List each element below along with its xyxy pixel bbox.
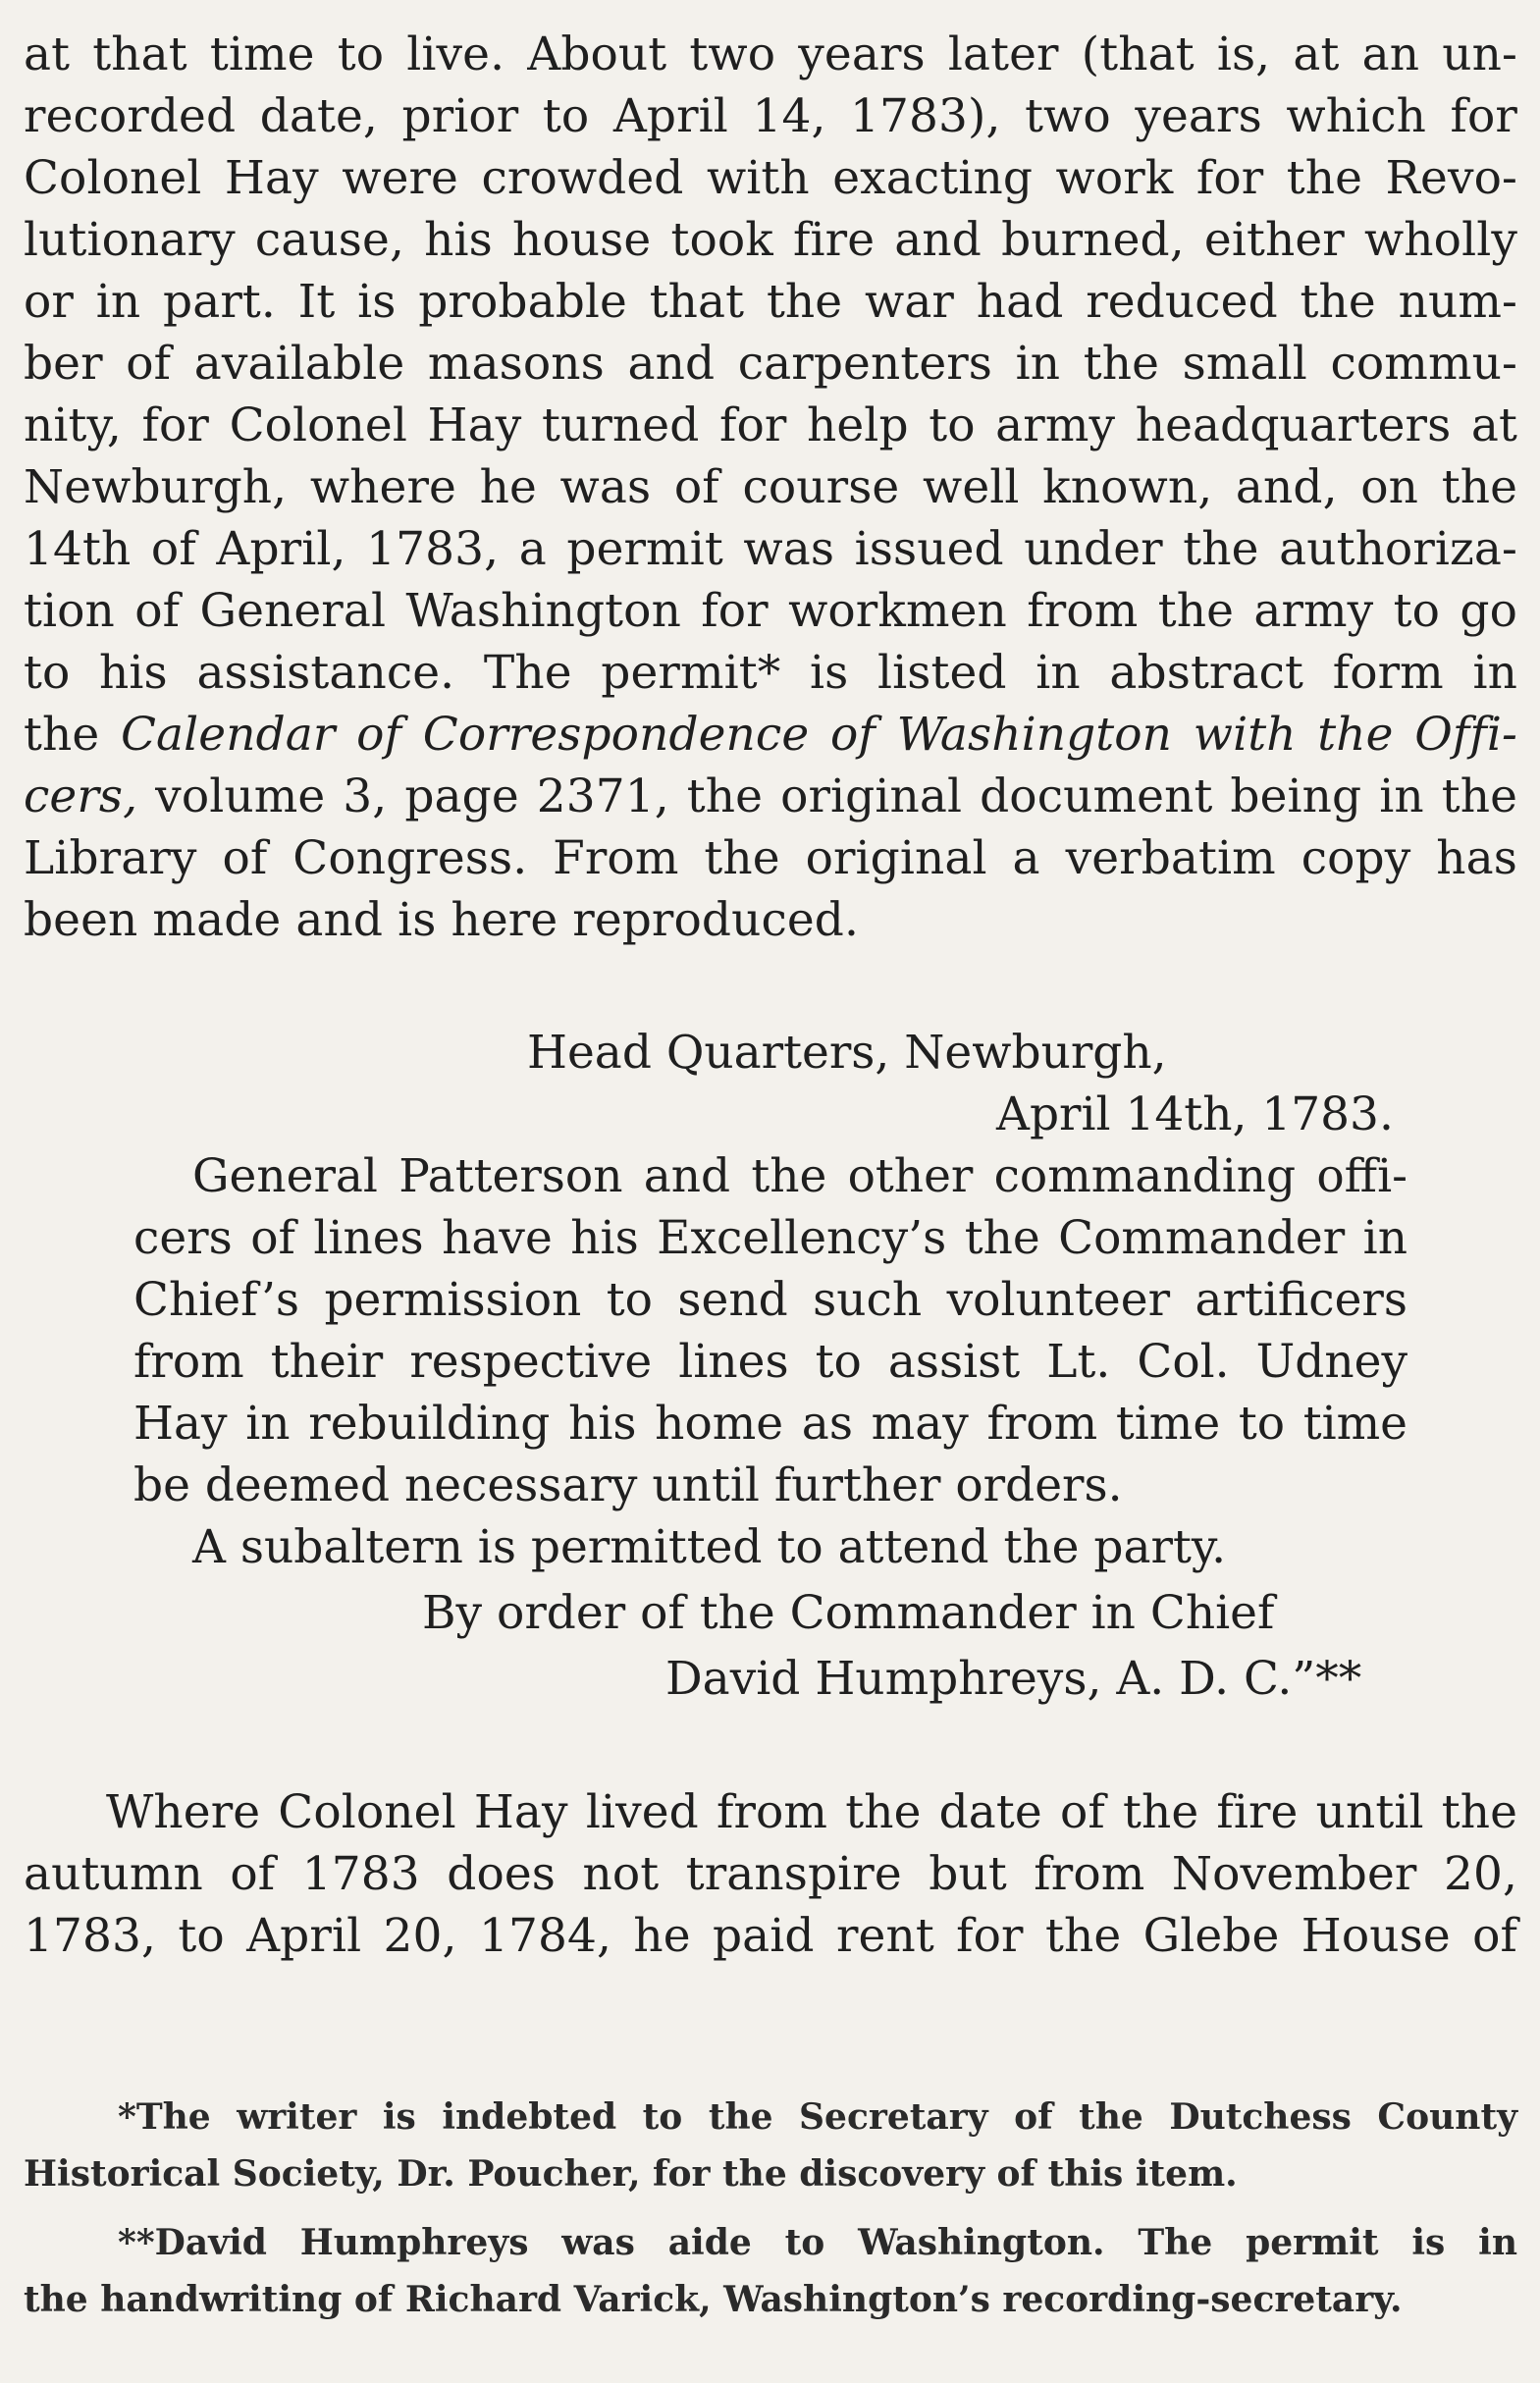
text-line: 1783, to April 20, 1784, he paid rent for the Glebe House of	[24, 1909, 1517, 1963]
text-line: or in part. It is probable that the war had reduced the num-	[24, 275, 1517, 329]
text-line: Colonel Hay were crowded with exacting work for the Revo-	[24, 151, 1517, 205]
book-title-italic: cers,	[24, 769, 138, 823]
text-line: at that time to live. About two years later (that is, at an un-	[24, 27, 1517, 81]
letter-line: be deemed necessary until further orders.	[133, 1458, 1123, 1512]
letter-signature: David Humphreys, A. D. C.”**	[665, 1652, 1362, 1706]
letter-by-order: By order of the Commander in Chief	[422, 1586, 1275, 1640]
text-line: to his assistance. The permit* is listed in abstract form in	[24, 646, 1517, 700]
text-fragment: volume 3, page 2371, the original document being in the	[137, 769, 1517, 823]
letter-line: General Patterson and the other commanding offi-	[192, 1149, 1407, 1203]
text-line: Where Colonel Hay lived from the date of the fire until the	[106, 1785, 1517, 1839]
text-line: tion of General Washington for workmen from the army to go	[24, 584, 1517, 638]
letter-heading-place: Head Quarters, Newburgh,	[527, 1026, 1167, 1080]
text-line: autumn of 1783 does not transpire but from November 20,	[24, 1847, 1517, 1901]
text-line: Library of Congress. From the original a verbatim copy has	[24, 831, 1517, 885]
letter-heading-date: April 14th, 1783.	[996, 1087, 1394, 1141]
footnotes	[24, 2089, 1517, 2328]
document-page	[24, 24, 1517, 951]
footnote-2-line: the handwriting of Richard Varick, Washington’s recording-secretary.	[24, 2279, 1403, 2320]
letter-subaltern-line: A subaltern is permitted to attend the party.	[192, 1520, 1227, 1574]
text-line	[24, 704, 1517, 766]
paragraph-2	[24, 1781, 1517, 1967]
footnote-1-line: Historical Society, Dr. Poucher, for the discovery of this item.	[24, 2153, 1238, 2195]
text-line: 14th of April, 1783, a permit was issued under the authoriza-	[24, 522, 1517, 576]
text-line: Newburgh, where he was of course well known, and, on the	[24, 460, 1517, 514]
letter-line: cers of lines have his Excellency’s the Commander in	[133, 1211, 1407, 1265]
footnote-2-line: **David Humphreys was aide to Washington. The permit is in	[118, 2222, 1517, 2263]
text-line: nity, for Colonel Hay turned for help to army headquarters at	[24, 398, 1517, 452]
letter-line: Hay in rebuilding his home as may from time to time	[133, 1397, 1407, 1451]
paragraph-2-wrap	[24, 1781, 1517, 1967]
text-line	[24, 766, 1517, 827]
text-line: been made and is here reproduced.	[24, 893, 860, 947]
text-line: recorded date, prior to April 14, 1783), two years which for	[24, 89, 1517, 143]
paragraph-1	[24, 24, 1517, 951]
text-fragment: the	[24, 708, 121, 762]
book-title-italic: Calendar of Correspondence of Washington with the Offi-	[120, 708, 1517, 762]
letter-line: Chief’s permission to send such volunteer artificers	[133, 1273, 1407, 1327]
text-line: ber of available masons and carpenters in the small commu-	[24, 337, 1517, 391]
text-line: lutionary cause, his house took fire and burned, either wholly	[24, 213, 1517, 267]
letter-line: from their respective lines to assist Lt. Col. Udney	[133, 1335, 1407, 1389]
footnote-1-line: *The writer is indebted to the Secretary of the Dutchess County	[118, 2096, 1517, 2138]
